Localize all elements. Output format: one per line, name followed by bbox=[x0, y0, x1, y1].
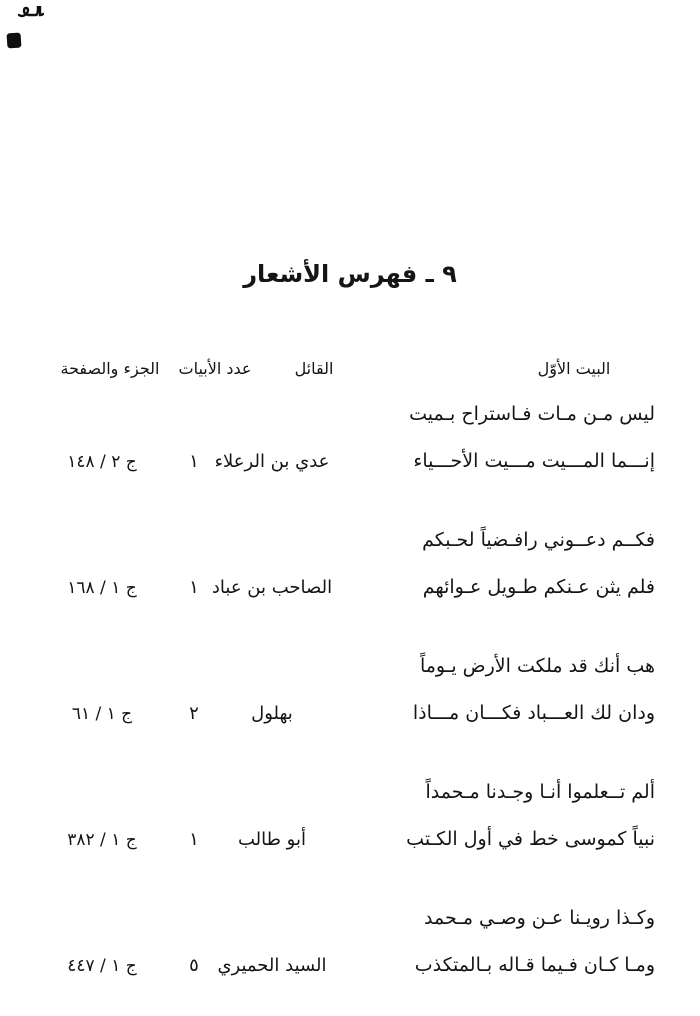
verse-line-1: ليس مـن مـات فـاستراح بـميت bbox=[409, 403, 655, 425]
poet-name: عدي بن الرعلاء bbox=[214, 451, 330, 472]
column-header-first-verse: البيت الأوّل bbox=[537, 359, 611, 378]
poem-entry bbox=[0, 525, 700, 621]
verse-count: ١ bbox=[189, 451, 199, 472]
poet-name: السيد الحميري bbox=[217, 955, 327, 976]
volume-page-ref: ج ٢ / ١٤٨ bbox=[67, 452, 137, 472]
column-header-volume-page: الجزء والصفحة bbox=[60, 359, 160, 378]
verse-line-2: ومـا كـان فـيما قـاله بـالمتكذب bbox=[414, 954, 655, 976]
entry-row bbox=[0, 446, 700, 495]
verse-count: ٥ bbox=[189, 955, 199, 976]
column-header-verse-count: عدد الأبيات bbox=[178, 359, 252, 378]
column-header-poet: القائل bbox=[294, 359, 334, 378]
poet-name: أبو طالب bbox=[237, 829, 306, 850]
verse-line-1: فكــم دعــوني رافـضياً لحـبكم bbox=[422, 529, 655, 551]
verse-line-2: نبياً كموسى خط في أول الكـتب bbox=[406, 828, 655, 850]
volume-page-ref: ج ١ / ٣٨٢ bbox=[67, 830, 137, 850]
volume-page-ref: ج ١ / ١٦٨ bbox=[67, 578, 137, 598]
verse-count: ٢ bbox=[189, 703, 199, 724]
ink-blot-artifact bbox=[6, 33, 21, 49]
entry-row bbox=[0, 824, 700, 873]
poem-entry bbox=[0, 903, 700, 999]
ink-smudge-artifact bbox=[18, 6, 44, 18]
verse-line-2: فلم يثن عـنكم طـويل عـوائهم bbox=[422, 576, 655, 598]
entry-row bbox=[0, 572, 700, 621]
verse-line-1: وكـذا رويـنا عـن وصـي مـحمد bbox=[424, 907, 655, 929]
volume-page-ref: ج ١ / ٤٤٧ bbox=[67, 956, 137, 976]
verse-count: ١ bbox=[189, 577, 199, 598]
poem-entry bbox=[0, 777, 700, 873]
verse-line-2: ودان لك العـــباد فكـــان مـــاذا bbox=[412, 702, 655, 724]
entry-row bbox=[0, 950, 700, 999]
poet-name: بهلول bbox=[251, 703, 293, 724]
page-title: ٩ ـ فهرس الأشعار bbox=[243, 260, 457, 288]
verse-line-1: ألم تــعلموا أنـا وجـدنا مـحمداً bbox=[425, 781, 655, 803]
entry-row bbox=[0, 698, 700, 747]
verse-line-1: هب أنك قد ملكت الأرض يـوماً bbox=[419, 655, 655, 677]
column-headers bbox=[0, 359, 700, 389]
verse-line-2: إنـــما المـــيت مـــيت الأحـــياء bbox=[413, 450, 655, 472]
volume-page-ref: ج ١ / ٦١ bbox=[71, 704, 133, 724]
poet-name: الصاحب بن عباد bbox=[211, 577, 333, 598]
entries bbox=[0, 399, 700, 1016]
poem-entry bbox=[0, 399, 700, 495]
verse-count: ١ bbox=[189, 829, 199, 850]
poem-entry bbox=[0, 651, 700, 747]
